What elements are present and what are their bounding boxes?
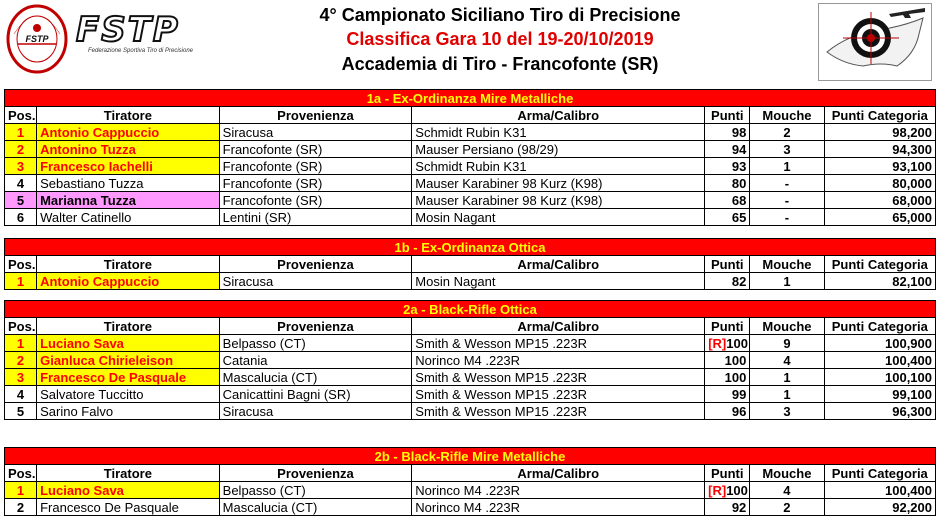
category-points-cell: 80,000: [824, 175, 935, 192]
category-header-row: [5, 448, 936, 465]
shooter-name-cell: Sarino Falvo: [37, 403, 220, 420]
points-cell: 93: [705, 158, 750, 175]
points-cell: 96: [705, 403, 750, 420]
col-punti-header: Punti: [705, 318, 750, 335]
col-tiratore-header: Tiratore: [37, 256, 220, 273]
weapon-cell: Schmidt Rubin K31: [412, 158, 705, 175]
category-title: 1b - Ex-Ordinanza Ottica: [5, 239, 936, 256]
origin-cell: Belpasso (CT): [219, 482, 412, 499]
page-title: 4° Campionato Siciliano Tiro di Precisione: [319, 5, 681, 25]
mouche-cell: 4: [750, 352, 824, 369]
position-cell: 4: [5, 386, 37, 403]
category-points-cell: 94,300: [824, 141, 935, 158]
col-pos-header: Pos.: [5, 465, 37, 482]
origin-cell: Canicattini Bagni (SR): [219, 386, 412, 403]
col-arma-header: Arma/Calibro: [412, 107, 705, 124]
col-tiratore-header: Tiratore: [37, 465, 220, 482]
category-points-cell: 68,000: [824, 192, 935, 209]
mouche-cell: 1: [750, 273, 824, 290]
table-row: [5, 273, 936, 290]
col-mouche-header: Mouche: [750, 107, 824, 124]
col-arma-header: Arma/Calibro: [412, 465, 705, 482]
position-cell: 3: [5, 369, 37, 386]
position-cell: 5: [5, 403, 37, 420]
mouche-cell: -: [750, 192, 824, 209]
points-cell: 80: [705, 175, 750, 192]
mouche-cell: -: [750, 175, 824, 192]
title-block: [200, 4, 800, 77]
mouche-cell: -: [750, 209, 824, 226]
shooter-name-cell: Francesco De Pasquale: [37, 499, 220, 516]
category-points-cell: 98,200: [824, 124, 935, 141]
weapon-cell: Smith & Wesson MP15 .223R: [412, 386, 705, 403]
category-points-cell: 99,100: [824, 386, 935, 403]
mouche-cell: 1: [750, 369, 824, 386]
mouche-cell: 2: [750, 499, 824, 516]
weapon-cell: Mosin Nagant: [412, 273, 705, 290]
race-subtitle: Classifica Gara 10 del 19-20/10/2019: [346, 29, 654, 49]
mouche-cell: 1: [750, 386, 824, 403]
category-points-cell: 100,400: [824, 482, 935, 499]
shooter-name-cell: Gianluca Chirieleison: [37, 352, 220, 369]
shooter-name-cell: Salvatore Tuccitto: [37, 386, 220, 403]
col-pos-header: Pos.: [5, 318, 37, 335]
position-cell: 2: [5, 352, 37, 369]
column-header-row: [5, 465, 936, 482]
points-cell: 100: [705, 352, 750, 369]
brand-subtitle: Federazione Sportiva Tiro di Precisione: [88, 48, 193, 54]
weapon-cell: Norinco M4 .223R: [412, 499, 705, 516]
table-row: [5, 482, 936, 499]
position-cell: 1: [5, 273, 37, 290]
category-points-cell: 82,100: [824, 273, 935, 290]
table-row: [5, 499, 936, 516]
position-cell: 2: [5, 499, 37, 516]
mouche-cell: 9: [750, 335, 824, 352]
category-points-cell: 100,100: [824, 369, 935, 386]
col-punti-categoria-header: Punti Categoria: [824, 465, 935, 482]
origin-cell: Mascalucia (CT): [219, 499, 412, 516]
shooter-name-cell: Luciano Sava: [37, 335, 220, 352]
record-flag: [R]: [708, 482, 727, 498]
origin-cell: Siracusa: [219, 273, 412, 290]
shooter-name-cell: Antonino Tuzza: [37, 141, 220, 158]
origin-cell: Belpasso (CT): [219, 335, 412, 352]
position-cell: 1: [5, 482, 37, 499]
origin-cell: Francofonte (SR): [219, 158, 412, 175]
mouche-cell: 3: [750, 403, 824, 420]
origin-cell: Siracusa: [219, 403, 412, 420]
col-punti-categoria-header: Punti Categoria: [824, 107, 935, 124]
points-cell: 65: [705, 209, 750, 226]
table-row: [5, 141, 936, 158]
table-row: [5, 192, 936, 209]
table-row: [5, 403, 936, 420]
points-cell: 68: [705, 192, 750, 209]
category-header-row: [5, 239, 936, 256]
col-pos-header: Pos.: [5, 256, 37, 273]
table-row: [5, 369, 936, 386]
position-cell: 5: [5, 192, 37, 209]
points-cell: 92: [705, 499, 750, 516]
col-arma-header: Arma/Calibro: [412, 256, 705, 273]
col-punti-header: Punti: [705, 256, 750, 273]
table-row: [5, 124, 936, 141]
origin-cell: Mascalucia (CT): [219, 369, 412, 386]
ranking-table: [4, 89, 936, 226]
weapon-cell: Smith & Wesson MP15 .223R: [412, 335, 705, 352]
col-arma-header: Arma/Calibro: [412, 318, 705, 335]
federation-seal-logo: [6, 4, 68, 74]
category-points-cell: 96,300: [824, 403, 935, 420]
weapon-cell: Norinco M4 .223R: [412, 352, 705, 369]
position-cell: 1: [5, 124, 37, 141]
shooter-name-cell: Luciano Sava: [37, 482, 220, 499]
ranking-table: [4, 447, 936, 516]
origin-cell: Francofonte (SR): [219, 192, 412, 209]
origin-cell: Siracusa: [219, 124, 412, 141]
category-title: 2a - Black-Rifle Ottica: [5, 301, 936, 318]
weapon-cell: Smith & Wesson MP15 .223R: [412, 369, 705, 386]
col-provenienza-header: Provenienza: [219, 256, 412, 273]
fstp-brand: [76, 12, 194, 62]
weapon-cell: Mosin Nagant: [412, 209, 705, 226]
category-title: 1a - Ex-Ordinanza Mire Metalliche: [5, 90, 936, 107]
position-cell: 4: [5, 175, 37, 192]
col-mouche-header: Mouche: [750, 465, 824, 482]
points-cell: [705, 335, 750, 352]
weapon-cell: Norinco M4 .223R: [412, 482, 705, 499]
category-points-cell: 100,900: [824, 335, 935, 352]
ranking-table: [4, 300, 936, 420]
mouche-cell: 3: [750, 141, 824, 158]
mouche-cell: 1: [750, 158, 824, 175]
points-cell: 82: [705, 273, 750, 290]
category-title: 2b - Black-Rifle Mire Metalliche: [5, 448, 936, 465]
position-cell: 3: [5, 158, 37, 175]
col-provenienza-header: Provenienza: [219, 465, 412, 482]
points-cell: 94: [705, 141, 750, 158]
column-header-row: [5, 256, 936, 273]
shooter-name-cell: Walter Catinello: [37, 209, 220, 226]
record-flag: [R]: [708, 335, 727, 351]
mouche-cell: 4: [750, 482, 824, 499]
col-tiratore-header: Tiratore: [37, 318, 220, 335]
points-cell: 100: [705, 369, 750, 386]
origin-cell: Francofonte (SR): [219, 175, 412, 192]
shooter-name-cell: Marianna Tuzza: [37, 192, 220, 209]
table-row: [5, 158, 936, 175]
points-value: 100: [726, 335, 748, 351]
position-cell: 6: [5, 209, 37, 226]
table-row: [5, 386, 936, 403]
weapon-cell: Mauser Karabiner 98 Kurz (K98): [412, 175, 705, 192]
venue-title: Accademia di Tiro - Francofonte (SR): [341, 54, 659, 74]
svg-text:FSTP: FSTP: [25, 34, 49, 44]
mouche-cell: 2: [750, 124, 824, 141]
weapon-cell: Mauser Persiano (98/29): [412, 141, 705, 158]
points-cell: 99: [705, 386, 750, 403]
category-points-cell: 65,000: [824, 209, 935, 226]
shooter-name-cell: Antonio Cappuccio: [37, 273, 220, 290]
target-rifle-sicily-icon: [818, 3, 932, 81]
shooter-name-cell: Sebastiano Tuzza: [37, 175, 220, 192]
column-header-row: [5, 318, 936, 335]
weapon-cell: Mauser Karabiner 98 Kurz (K98): [412, 192, 705, 209]
points-value: 100: [726, 482, 748, 498]
origin-cell: Lentini (SR): [219, 209, 412, 226]
points-cell: [705, 482, 750, 499]
col-mouche-header: Mouche: [750, 256, 824, 273]
shooter-name-cell: Antonio Cappuccio: [37, 124, 220, 141]
shooter-name-cell: Francesco De Pasquale: [37, 369, 220, 386]
col-provenienza-header: Provenienza: [219, 318, 412, 335]
col-pos-header: Pos.: [5, 107, 37, 124]
ranking-table: [4, 238, 936, 290]
brand-mark: FSTP: [76, 10, 180, 50]
page-header: [0, 0, 940, 82]
origin-cell: Catania: [219, 352, 412, 369]
position-cell: 1: [5, 335, 37, 352]
weapon-cell: Schmidt Rubin K31: [412, 124, 705, 141]
category-points-cell: 92,200: [824, 499, 935, 516]
category-points-cell: 100,400: [824, 352, 935, 369]
category-header-row: [5, 90, 936, 107]
table-row: [5, 209, 936, 226]
column-header-row: [5, 107, 936, 124]
col-punti-header: Punti: [705, 465, 750, 482]
col-punti-categoria-header: Punti Categoria: [824, 256, 935, 273]
points-cell: 98: [705, 124, 750, 141]
category-points-cell: 93,100: [824, 158, 935, 175]
shooter-name-cell: Francesco Iachelli: [37, 158, 220, 175]
col-mouche-header: Mouche: [750, 318, 824, 335]
col-punti-categoria-header: Punti Categoria: [824, 318, 935, 335]
table-row: [5, 352, 936, 369]
table-row: [5, 335, 936, 352]
col-punti-header: Punti: [705, 107, 750, 124]
category-header-row: [5, 301, 936, 318]
origin-cell: Francofonte (SR): [219, 141, 412, 158]
position-cell: 2: [5, 141, 37, 158]
col-provenienza-header: Provenienza: [219, 107, 412, 124]
weapon-cell: Smith & Wesson MP15 .223R: [412, 403, 705, 420]
col-tiratore-header: Tiratore: [37, 107, 220, 124]
table-row: [5, 175, 936, 192]
